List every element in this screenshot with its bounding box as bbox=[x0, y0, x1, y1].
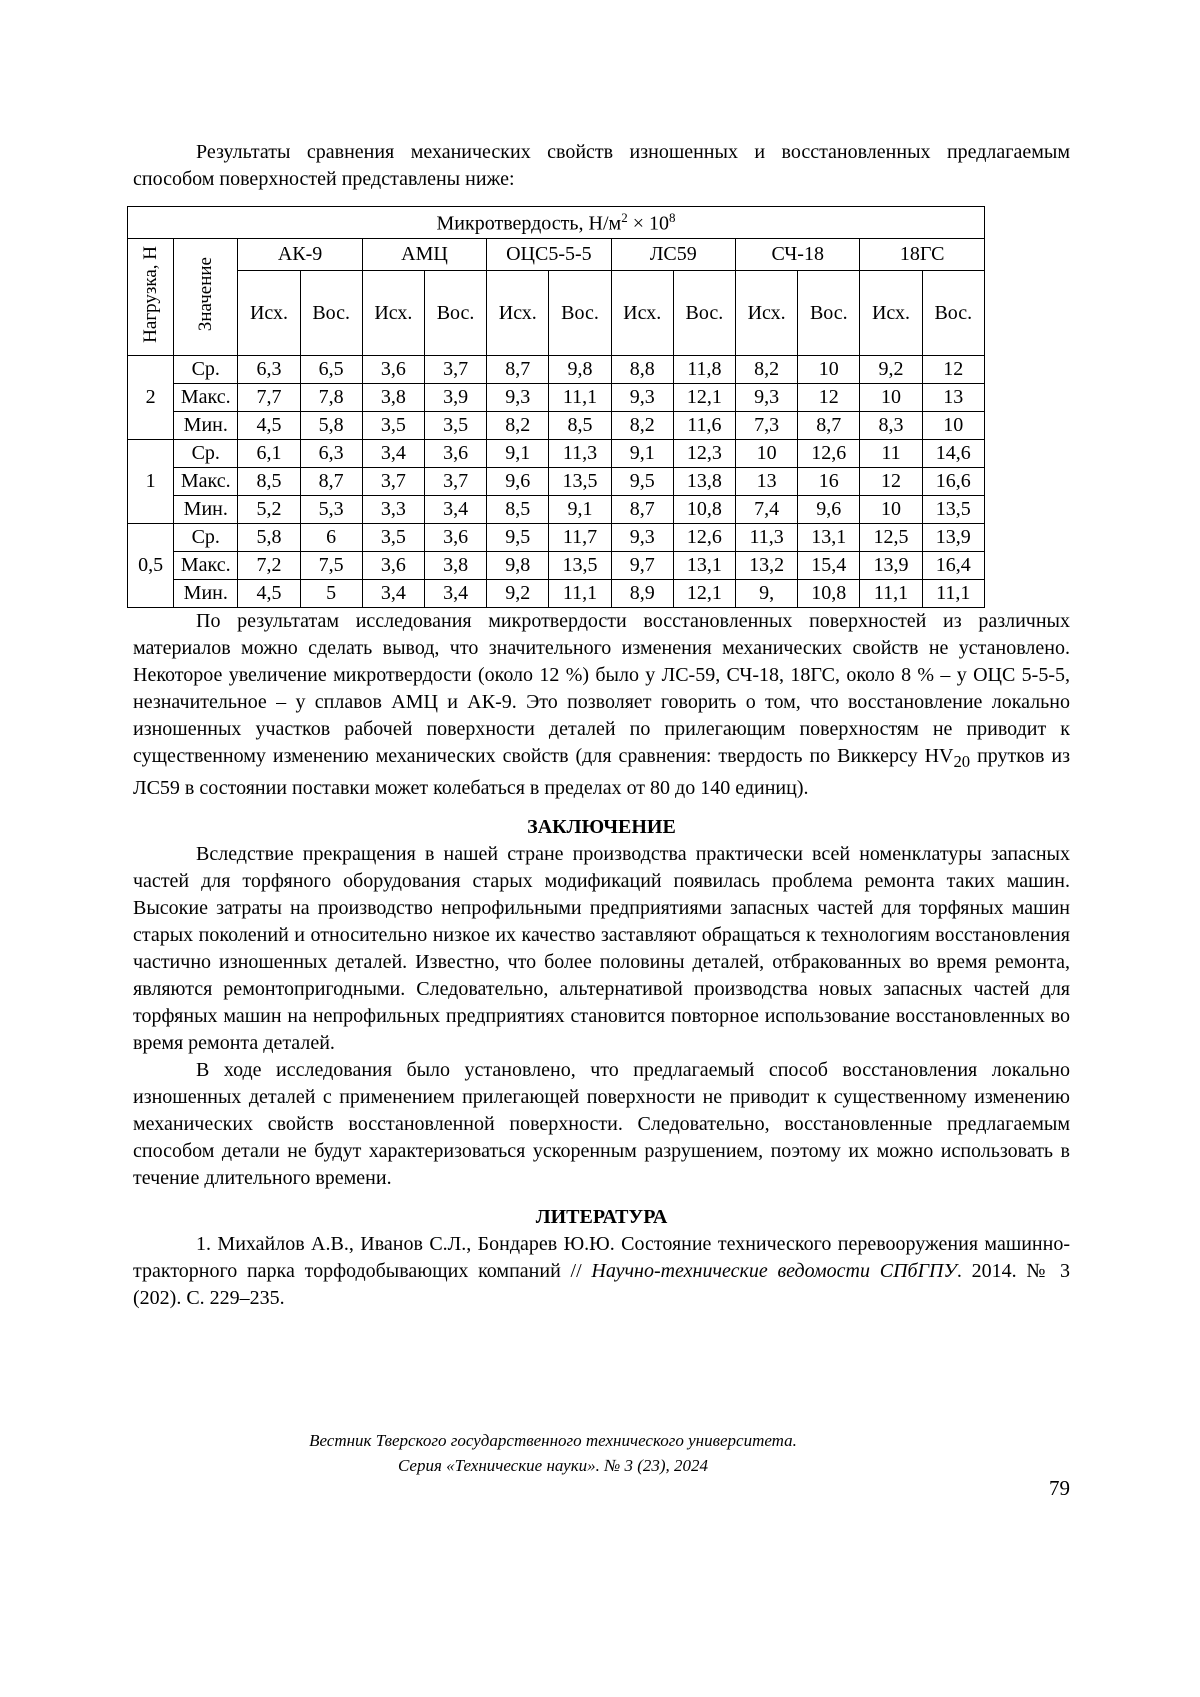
value-cell: 6,1 bbox=[238, 440, 300, 468]
stat-label: Мин. bbox=[174, 496, 238, 524]
value-cell: 12,6 bbox=[673, 524, 735, 552]
load-cell: 1 bbox=[128, 440, 174, 524]
value-column-header bbox=[174, 239, 238, 356]
value-cell: 11,6 bbox=[673, 412, 735, 440]
value-cell: 13 bbox=[922, 384, 984, 412]
value-cell: 12,1 bbox=[673, 580, 735, 608]
value-cell: 16,4 bbox=[922, 552, 984, 580]
table-row bbox=[128, 384, 985, 412]
value-cell: 16 bbox=[798, 468, 860, 496]
value-cell: 8,5 bbox=[238, 468, 300, 496]
value-cell: 11,8 bbox=[673, 356, 735, 384]
value-cell: 13,5 bbox=[549, 468, 611, 496]
value-cell: 9,3 bbox=[611, 384, 673, 412]
subheader-cell: Вос. bbox=[798, 271, 860, 356]
value-cell: 11,1 bbox=[549, 580, 611, 608]
value-cell: 12,3 bbox=[673, 440, 735, 468]
value-cell: 9,1 bbox=[549, 496, 611, 524]
table-row bbox=[128, 412, 985, 440]
subheader-cell: Вос. bbox=[424, 271, 486, 356]
microhardness-table bbox=[127, 206, 985, 608]
value-cell: 3,3 bbox=[362, 496, 424, 524]
material-header-4: СЧ-18 bbox=[736, 239, 860, 271]
stat-label: Мин. bbox=[174, 412, 238, 440]
subheader-cell: Исх. bbox=[487, 271, 549, 356]
subheader-cell: Вос. bbox=[922, 271, 984, 356]
value-cell: 3,5 bbox=[424, 412, 486, 440]
value-cell: 3,5 bbox=[362, 524, 424, 552]
value-cell: 8,2 bbox=[736, 356, 798, 384]
footer-line-1: Вестник Тверского государственного технического университета. bbox=[309, 1431, 797, 1450]
value-cell: 10 bbox=[922, 412, 984, 440]
value-cell: 8,9 bbox=[611, 580, 673, 608]
load-column-header bbox=[128, 239, 174, 356]
table-row bbox=[128, 552, 985, 580]
value-cell: 8,7 bbox=[487, 356, 549, 384]
table-row bbox=[128, 468, 985, 496]
value-cell: 8,7 bbox=[611, 496, 673, 524]
value-cell: 8,5 bbox=[487, 496, 549, 524]
value-cell: 9,3 bbox=[736, 384, 798, 412]
material-header-1: АМЦ bbox=[362, 239, 486, 271]
conclusion-paragraph-1: Вследствие прекращения в нашей стране производства практически всей номенклатуры запасных частей для торфяного оборудования старых модификаций появилась проблема ремонта таких машин. Высокие затраты на производство непрофильными предприятиями запасных частей для торфяных машин старых поколений и относительно низкое их качество заставляют обращаться к технологиям восстановления частично изношенных деталей. Известно, что более половины деталей, отбракованных во время ремонта, являются ремонтопригодными. Следовательно, альтернативой производства новых запасных частей для торфяных машин на непрофильных предприятиях становится повторное использование восстановленных во время ремонта деталей. bbox=[133, 843, 1070, 1054]
value-cell: 10 bbox=[860, 496, 922, 524]
value-cell: 3,4 bbox=[424, 496, 486, 524]
value-cell: 3,6 bbox=[362, 356, 424, 384]
value-cell: 11 bbox=[860, 440, 922, 468]
value-cell: 3,6 bbox=[362, 552, 424, 580]
intro-paragraph: Результаты сравнения механических свойств изношенных и восстановленных предлагаемым способом поверхностей представлены ниже: bbox=[133, 141, 1070, 190]
value-cell: 6,3 bbox=[238, 356, 300, 384]
discussion-text: По результатам исследования микротвердости восстановленных поверхностей из различных материалов можно сделать вывод, что значительного изменения механических свойств не установлено. Некоторое увеличение микротвердости (около 12 %) было у ЛС-59, СЧ-18, 18ГС, около 8 % – у ОЦС 5-5-5, незначительное – у сплавов АМЦ и АК-9. Это позволяет говорить о том, что восстановление локально изношенных участков рабочей поверхности деталей по прилегающим поверхностям не приводит к существенному изменению механических свойств (для сравнения: твердость по Виккерсу HV bbox=[133, 610, 1070, 767]
title-superscript: 2 bbox=[621, 209, 628, 225]
value-cell: 3,5 bbox=[362, 412, 424, 440]
table-row bbox=[128, 524, 985, 552]
table-materials-row bbox=[128, 239, 985, 271]
value-cell: 7,8 bbox=[300, 384, 362, 412]
value-cell: 13,2 bbox=[736, 552, 798, 580]
value-cell: 9,8 bbox=[487, 552, 549, 580]
value-cell: 3,6 bbox=[424, 524, 486, 552]
value-cell: 15,4 bbox=[798, 552, 860, 580]
page-number: 79 bbox=[1049, 1476, 1070, 1500]
value-cell: 9,6 bbox=[487, 468, 549, 496]
value-cell: 4,5 bbox=[238, 412, 300, 440]
value-cell: 5,8 bbox=[300, 412, 362, 440]
table-title: Микротвердость, $Н/м^2 \times 10^8$ bbox=[128, 207, 985, 239]
table-subheader-row bbox=[128, 271, 985, 356]
value-cell: 12,1 bbox=[673, 384, 735, 412]
table-title-row bbox=[128, 207, 985, 239]
value-cell: 8,2 bbox=[487, 412, 549, 440]
subheader-cell: Исх. bbox=[736, 271, 798, 356]
value-cell: 9,3 bbox=[487, 384, 549, 412]
stat-label: Ср. bbox=[174, 440, 238, 468]
value-header-text: Значение bbox=[194, 256, 216, 332]
stat-label: Мин. bbox=[174, 580, 238, 608]
footer-line-2: Серия «Технические науки». № 3 (23), 2024 bbox=[397, 1456, 709, 1475]
value-cell: 9,1 bbox=[487, 440, 549, 468]
hv-subscript: 20 bbox=[953, 752, 971, 771]
discussion-text-end: прутков из ЛС59 в состоянии поставки может колебаться в пределах от 80 до 140 единиц). bbox=[133, 745, 1070, 799]
literature-heading: ЛИТЕРАТУРА bbox=[535, 1206, 668, 1228]
value-cell: 3,7 bbox=[424, 468, 486, 496]
value-cell: 11,3 bbox=[549, 440, 611, 468]
value-cell: 13,1 bbox=[673, 552, 735, 580]
value-cell: 14,6 bbox=[922, 440, 984, 468]
load-header-text: Нагрузка, Н bbox=[139, 245, 161, 343]
subheader-cell: Исх. bbox=[860, 271, 922, 356]
load-cell: 2 bbox=[128, 356, 174, 440]
value-cell: 9, bbox=[736, 580, 798, 608]
reference-text-end: . 2014. № 3 (202). С. 229–235. bbox=[133, 1260, 1071, 1309]
value-cell: 8,7 bbox=[798, 412, 860, 440]
value-cell: 6,3 bbox=[300, 440, 362, 468]
value-cell: 3,7 bbox=[362, 468, 424, 496]
subheader-cell: Вос. bbox=[673, 271, 735, 356]
value-cell: 3,4 bbox=[362, 440, 424, 468]
stat-label: Макс. bbox=[174, 384, 238, 412]
value-cell: 8,3 bbox=[860, 412, 922, 440]
value-cell: 9,2 bbox=[487, 580, 549, 608]
value-cell: 5,2 bbox=[238, 496, 300, 524]
value-cell: 12 bbox=[922, 356, 984, 384]
value-cell: 11,1 bbox=[922, 580, 984, 608]
table-row bbox=[128, 496, 985, 524]
value-cell: 16,6 bbox=[922, 468, 984, 496]
value-cell: 3,6 bbox=[424, 440, 486, 468]
table-row bbox=[128, 440, 985, 468]
conclusion-heading: ЗАКЛЮЧЕНИЕ bbox=[527, 816, 676, 838]
value-cell: 8,5 bbox=[549, 412, 611, 440]
value-cell: 13 bbox=[736, 468, 798, 496]
value-cell: 12,5 bbox=[860, 524, 922, 552]
value-cell: 11,1 bbox=[860, 580, 922, 608]
value-cell: 10 bbox=[798, 356, 860, 384]
value-cell: 4,5 bbox=[238, 580, 300, 608]
value-cell: 11,7 bbox=[549, 524, 611, 552]
value-cell: 12 bbox=[798, 384, 860, 412]
value-cell: 9,6 bbox=[798, 496, 860, 524]
value-cell: 3,8 bbox=[424, 552, 486, 580]
stat-label: Ср. bbox=[174, 356, 238, 384]
value-cell: 9,5 bbox=[611, 468, 673, 496]
stat-label: Ср. bbox=[174, 524, 238, 552]
value-cell: 11,3 bbox=[736, 524, 798, 552]
value-cell: 7,4 bbox=[736, 496, 798, 524]
reference-journal-italic: Научно-технические ведомости СПбГПУ bbox=[591, 1260, 957, 1282]
value-cell: 5,8 bbox=[238, 524, 300, 552]
value-cell: 8,7 bbox=[300, 468, 362, 496]
value-cell: 9,8 bbox=[549, 356, 611, 384]
value-cell: 7,2 bbox=[238, 552, 300, 580]
value-cell: 10 bbox=[860, 384, 922, 412]
value-cell: 13,9 bbox=[860, 552, 922, 580]
value-cell: 3,7 bbox=[424, 356, 486, 384]
value-cell: 10,8 bbox=[673, 496, 735, 524]
material-header-0: АК-9 bbox=[238, 239, 362, 271]
value-cell: 8,2 bbox=[611, 412, 673, 440]
value-cell: 3,8 bbox=[362, 384, 424, 412]
material-header-5: 18ГС bbox=[860, 239, 985, 271]
value-cell: 9,7 bbox=[611, 552, 673, 580]
subheader-cell: Исх. bbox=[238, 271, 300, 356]
value-cell: 3,4 bbox=[424, 580, 486, 608]
value-cell: 13,8 bbox=[673, 468, 735, 496]
value-cell: 5 bbox=[300, 580, 362, 608]
table-row bbox=[128, 356, 985, 384]
value-cell: 10,8 bbox=[798, 580, 860, 608]
value-cell: 3,4 bbox=[362, 580, 424, 608]
value-cell: 5,3 bbox=[300, 496, 362, 524]
value-cell: 12,6 bbox=[798, 440, 860, 468]
value-cell: 13,1 bbox=[798, 524, 860, 552]
title-superscript: 8 bbox=[668, 209, 676, 225]
subheader-cell: Вос. bbox=[549, 271, 611, 356]
subheader-cell: Исх. bbox=[362, 271, 424, 356]
table-row bbox=[128, 580, 985, 608]
value-cell: 8,8 bbox=[611, 356, 673, 384]
value-cell: 6,5 bbox=[300, 356, 362, 384]
discussion-paragraph bbox=[133, 608, 1070, 802]
value-cell: 3,9 bbox=[424, 384, 486, 412]
material-header-2: ОЦС5-5-5 bbox=[487, 239, 611, 271]
reference-text: 1. Михайлов А.В., Иванов С.Л., Бондарев Ю.Ю. Состояние технического перевооружения машинно-тракторного парка торфодобывающих компаний // bbox=[133, 1233, 1070, 1282]
value-cell: 9,5 bbox=[487, 524, 549, 552]
value-cell: 7,3 bbox=[736, 412, 798, 440]
value-cell: 9,3 bbox=[611, 524, 673, 552]
stat-label: Макс. bbox=[174, 468, 238, 496]
value-cell: 7,5 bbox=[300, 552, 362, 580]
subheader-cell: Вос. bbox=[300, 271, 362, 356]
value-cell: 9,2 bbox=[860, 356, 922, 384]
value-cell: 13,5 bbox=[922, 496, 984, 524]
value-cell: 12 bbox=[860, 468, 922, 496]
stat-label: Макс. bbox=[174, 552, 238, 580]
material-header-3: ЛС59 bbox=[611, 239, 735, 271]
value-cell: 6 bbox=[300, 524, 362, 552]
load-cell: 0,5 bbox=[128, 524, 174, 608]
value-cell: 11,1 bbox=[549, 384, 611, 412]
value-cell: 7,7 bbox=[238, 384, 300, 412]
value-cell: 13,5 bbox=[549, 552, 611, 580]
subheader-cell: Исх. bbox=[611, 271, 673, 356]
value-cell: 13,9 bbox=[922, 524, 984, 552]
conclusion-paragraph-2: В ходе исследования было установлено, что предлагаемый способ восстановления локально изношенных деталей с применением прилегающей поверхности не приводит к существенному изменению механических свойств восстановленной поверхности. Следовательно, восстановленные предлагаемым способом детали не будут характеризоваться ускоренным разрушением, поэтому их можно использовать в течение длительного времени. bbox=[133, 1059, 1070, 1189]
value-cell: 9,1 bbox=[611, 440, 673, 468]
value-cell: 10 bbox=[736, 440, 798, 468]
journal-footer bbox=[133, 1428, 973, 1478]
reference-item-1 bbox=[133, 1231, 1070, 1312]
